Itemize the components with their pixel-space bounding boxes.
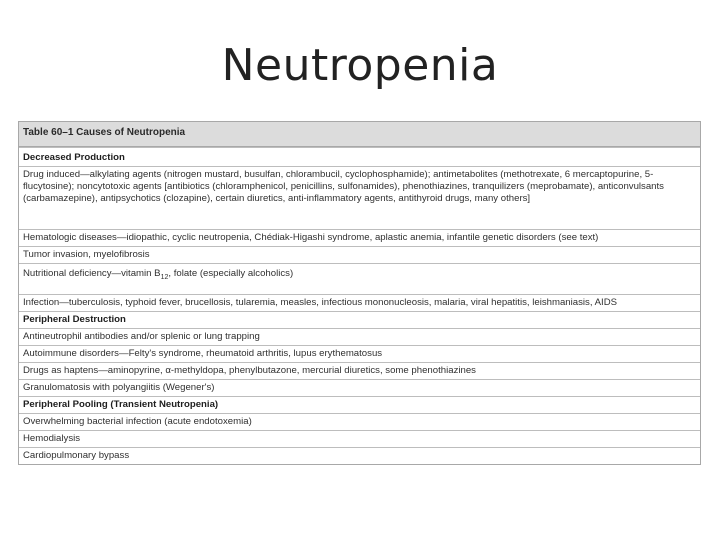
- table-row-tumor-invasion: Tumor invasion, myelofibrosis: [19, 246, 700, 263]
- table-row-autoimmune: Autoimmune disorders—Felty's syndrome, rheumatoid arthritis, lupus erythematosus: [19, 345, 700, 362]
- table-row-drugs-haptens: Drugs as haptens—aminopyrine, α-methyldopa, phenylbutazone, mercurial diuretics, some phenothiazines: [19, 362, 700, 379]
- table-caption: Table 60–1 Causes of Neutropenia: [19, 122, 700, 147]
- section-heading-decreased-production: Decreased Production: [19, 147, 700, 166]
- slide-title: Neutropenia: [221, 40, 499, 91]
- section-heading-peripheral-pooling: Peripheral Pooling (Transient Neutropenia): [19, 396, 700, 413]
- nutrition-suffix: , folate (especially alcoholics): [168, 268, 294, 279]
- table-row-drug-induced: Drug induced—alkylating agents (nitrogen mustard, busulfan, chlorambucil, cyclophosphamide); antimetabolites (methotrexate, 6 mercaptopurine, 5-flucytosine); noncytotoxic agents [antibiotics (chloramphenicol, penicillins, sulfonamides), phenothiazines, tranquilizers (meprobamate), anticonvulsants (carbamazepine), antipsychotics (clozapine), certain diuretics, anti-inflammatory agents, antithyroid drugs, many others]: [19, 166, 700, 229]
- table-row-cardiopulmonary: Cardiopulmonary bypass: [19, 447, 700, 464]
- causes-table: [18, 121, 701, 465]
- nutrition-sub: 12: [160, 273, 169, 281]
- table-row-antineutrophil: Antineutrophil antibodies and/or splenic or lung trapping: [19, 328, 700, 345]
- table-row-hemodialysis: Hemodialysis: [19, 430, 700, 447]
- table-row-nutritional: [19, 263, 700, 294]
- table-row-infection: Infection—tuberculosis, typhoid fever, brucellosis, tularemia, measles, infectious mononucleosis, malaria, viral hepatitis, leishmaniasis, AIDS: [19, 294, 700, 311]
- section-heading-peripheral-destruction: Peripheral Destruction: [19, 311, 700, 328]
- table-row-granulomatosis: Granulomatosis with polyangiitis (Wegener's): [19, 379, 700, 396]
- nutrition-prefix: Nutritional deficiency—vitamin B: [23, 268, 161, 279]
- table-row-bacterial-infection: Overwhelming bacterial infection (acute endotoxemia): [19, 413, 700, 430]
- table-row-hematologic: Hematologic diseases—idiopathic, cyclic neutropenia, Chédiak-Higashi syndrome, aplastic anemia, infantile genetic disorders (see text): [19, 229, 700, 246]
